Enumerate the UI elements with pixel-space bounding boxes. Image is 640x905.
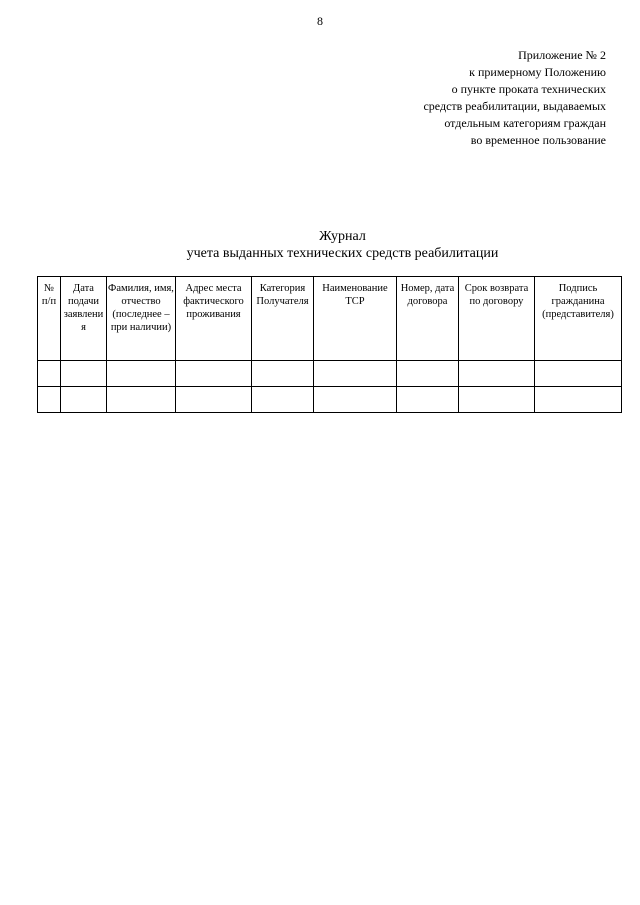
header-cell-contract: Номер, дата договора — [397, 277, 459, 361]
appendix-line: о пункте проката технических — [451, 82, 606, 96]
appendix-line: Приложение № 2 — [518, 48, 606, 62]
table-cell — [314, 361, 397, 387]
appendix-note — [306, 47, 606, 149]
appendix-line: отдельным категориям граждан — [444, 116, 606, 130]
header-cell-tsr-name: Наименование ТСР — [314, 277, 397, 361]
journal-subtitle: учета выданных технических средств реабилитации — [186, 246, 499, 261]
journal-table — [37, 276, 622, 413]
table-cell — [107, 387, 176, 413]
header-cell-category: Категория Получателя — [252, 277, 314, 361]
journal-title: Журнал — [319, 229, 366, 244]
table-row — [38, 387, 622, 413]
header-cell-address: Адрес места фактического проживания — [176, 277, 252, 361]
table-cell — [176, 387, 252, 413]
journal-heading — [0, 228, 640, 262]
table-cell — [61, 361, 107, 387]
header-cell-return-term: Срок возврата по договору — [459, 277, 535, 361]
table-cell — [459, 387, 535, 413]
table-cell — [38, 387, 61, 413]
table-cell — [314, 387, 397, 413]
table-cell — [252, 387, 314, 413]
table-cell — [535, 387, 622, 413]
table-cell — [107, 361, 176, 387]
appendix-line: средств реабилитации, выдаваемых — [423, 99, 606, 113]
table-row — [38, 361, 622, 387]
table-cell — [176, 361, 252, 387]
table-cell — [397, 361, 459, 387]
appendix-line: к примерному Положению — [469, 65, 606, 79]
table-cell — [535, 361, 622, 387]
table-cell — [459, 361, 535, 387]
page-number: 8 — [317, 14, 323, 28]
table-cell — [38, 361, 61, 387]
table-cell — [397, 387, 459, 413]
header-cell-full-name: Фамилия, имя, отчество (последнее – при наличии) — [107, 277, 176, 361]
appendix-line: во временное пользование — [470, 133, 606, 147]
header-cell-signature: Подпись гражданина (представителя) — [535, 277, 622, 361]
table-cell — [61, 387, 107, 413]
header-cell-number: № п/п — [38, 277, 61, 361]
header-cell-application-date: Дата подачи заявления — [61, 277, 107, 361]
table-cell — [252, 361, 314, 387]
table-header-row — [38, 277, 622, 361]
